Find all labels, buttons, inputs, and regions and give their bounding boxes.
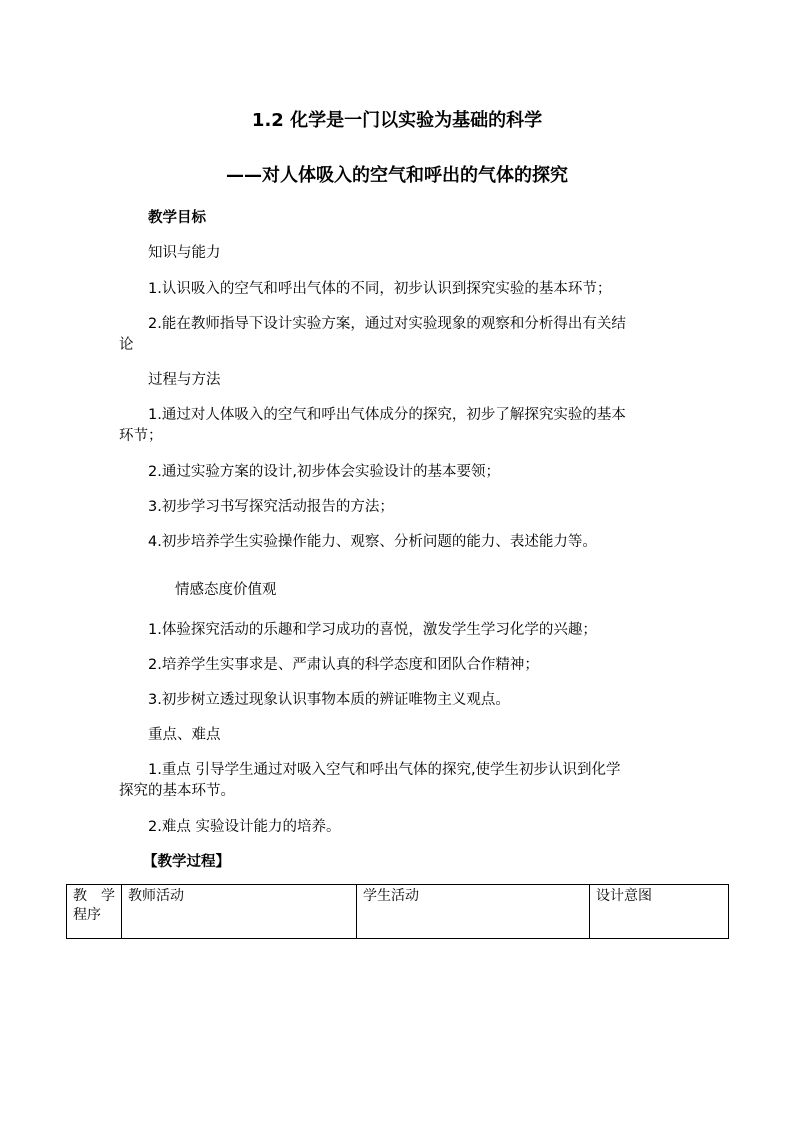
teaching-goals-heading: 教学目标 xyxy=(148,210,206,226)
attitude-item-1: 1.体验探究活动的乐趣和学习成功的喜悦，激发学生学习化学的兴趣； xyxy=(148,622,597,638)
process-item-2: 2.通过实验方案的设计,初步体会实验设计的基本要领； xyxy=(148,464,500,480)
attitude-item-3: 3.初步树立透过现象认识事物本质的辨证唯物主义观点。 xyxy=(148,692,510,708)
attitude-heading: 情感态度价值观 xyxy=(175,582,277,598)
key-points-heading: 重点、难点 xyxy=(148,727,221,743)
process-item-1-cont: 环节； xyxy=(119,428,163,444)
table-header-row xyxy=(67,885,729,939)
key-point-1: 1.重点 引导学生通过对吸入空气和呼出气体的探究,使学生初步认识到化学 xyxy=(148,762,621,778)
col-program xyxy=(67,885,122,939)
col-teacher-activity: 教师活动 xyxy=(122,885,357,939)
knowledge-item-2: 2.能在教师指导下设计实验方案，通过对实验现象的观察和分析得出有关结 xyxy=(148,316,626,332)
process-item-4: 4.初步培养学生实验操作能力、观察、分析问题的能力、表述能力等。 xyxy=(148,534,597,550)
col-program-line2: 程序 xyxy=(73,907,101,923)
col-design-intent: 设计意图 xyxy=(590,885,729,939)
knowledge-item-1: 1.认识吸入的空气和呼出气体的不同，初步认识到探究实验的基本环节； xyxy=(148,281,612,297)
teaching-process-heading: 【教学过程】 xyxy=(143,854,230,870)
document-title: 1.2 化学是一门以实验为基础的科学 xyxy=(251,110,543,131)
col-program-line1: 教 学 xyxy=(73,888,115,904)
teaching-process-table xyxy=(66,884,729,939)
process-heading: 过程与方法 xyxy=(148,372,221,388)
process-item-3: 3.初步学习书写探究活动报告的方法； xyxy=(148,499,394,515)
key-point-2: 2.难点 实验设计能力的培养。 xyxy=(148,819,341,835)
attitude-item-2: 2.培养学生实事求是、严肃认真的科学态度和团队合作精神； xyxy=(148,657,539,673)
document-subtitle: ——对人体吸入的空气和呼出的气体的探究 xyxy=(226,165,568,186)
key-point-1-cont: 探究的基本环节。 xyxy=(119,783,235,799)
knowledge-heading: 知识与能力 xyxy=(148,245,221,261)
knowledge-item-2-cont: 论 xyxy=(119,337,134,353)
process-item-1: 1.通过对人体吸入的空气和呼出气体成分的探究，初步了解探究实验的基本 xyxy=(148,407,626,423)
col-student-activity: 学生活动 xyxy=(357,885,590,939)
